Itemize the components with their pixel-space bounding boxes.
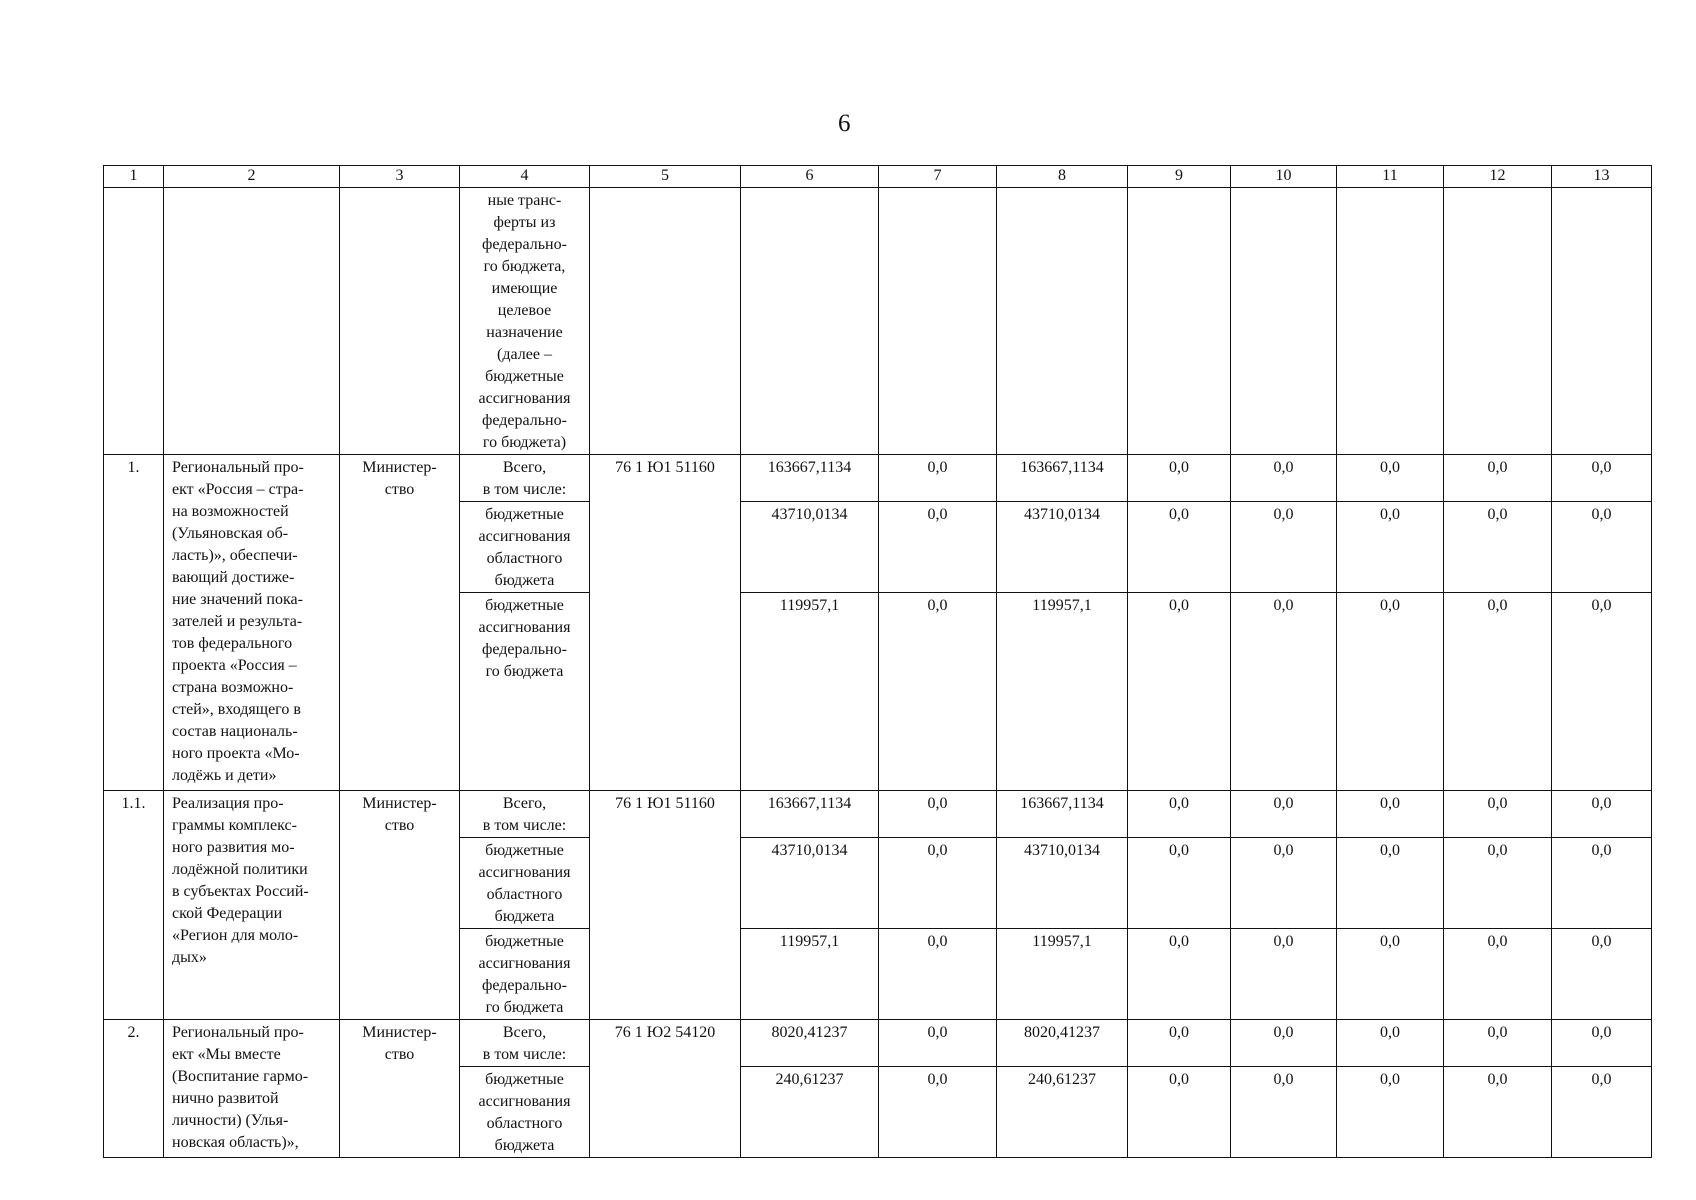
amount-cell: 43710,0134 (997, 502, 1128, 593)
amount-cell: 8020,41237 (997, 1020, 1128, 1067)
amount-cell: 163667,1134 (997, 455, 1128, 502)
column-number: 7 (879, 166, 997, 188)
funding-source-continuation: ные транс- ферты из федерально- го бюджета, имеющие целевое назначение (далее – бюджетные ассигнования федерально- го бюджета) (460, 188, 590, 455)
amount-cell: 0,0 (1231, 791, 1337, 838)
amount-cell: 0,0 (1444, 455, 1552, 502)
column-number: 4 (460, 166, 590, 188)
column-number: 10 (1231, 166, 1337, 188)
executor: Министер- ство (340, 455, 460, 791)
amount-cell: 0,0 (1444, 838, 1552, 929)
amount-cell: 0,0 (1552, 1067, 1652, 1158)
continuation-row (104, 188, 1652, 455)
amount-cell: 0,0 (1552, 455, 1652, 502)
amount-cell: 0,0 (1231, 502, 1337, 593)
amount-cell: 0,0 (1231, 1020, 1337, 1067)
amount-cell: 0,0 (1552, 1020, 1652, 1067)
amount-cell: 0,0 (1337, 502, 1444, 593)
funding-source: Всего, в том числе: (460, 455, 590, 502)
amount-cell: 0,0 (1337, 1067, 1444, 1158)
column-number: 13 (1552, 166, 1652, 188)
amount-cell: 0,0 (1128, 1067, 1231, 1158)
amount-cell: 0,0 (1552, 791, 1652, 838)
amount-cell: 0,0 (1444, 1067, 1552, 1158)
amount-cell: 0,0 (1337, 838, 1444, 929)
amount-cell: 0,0 (1231, 838, 1337, 929)
amount-cell: 0,0 (879, 929, 997, 1020)
amount-cell: 163667,1134 (997, 791, 1128, 838)
amount-cell: 0,0 (879, 502, 997, 593)
funding-source: бюджетные ассигнования федерально- го бюджета (460, 929, 590, 1020)
amount-cell: 0,0 (879, 1020, 997, 1067)
amount-cell: 0,0 (1231, 1067, 1337, 1158)
row-number: 1. (104, 455, 164, 791)
amount-cell: 163667,1134 (741, 791, 879, 838)
budget-code: 76 1 Ю1 51160 (590, 791, 741, 1020)
amount-cell: 0,0 (1337, 1020, 1444, 1067)
amount-cell: 0,0 (1337, 929, 1444, 1020)
amount-cell: 43710,0134 (741, 838, 879, 929)
column-number: 6 (741, 166, 879, 188)
amount-cell: 0,0 (1444, 929, 1552, 1020)
amount-cell: 0,0 (1231, 929, 1337, 1020)
amount-cell: 119957,1 (997, 593, 1128, 791)
budget-code: 76 1 Ю2 54120 (590, 1020, 741, 1158)
table-row (104, 455, 1652, 502)
amount-cell: 0,0 (1128, 838, 1231, 929)
amount-cell: 0,0 (1444, 1020, 1552, 1067)
table-row (104, 791, 1652, 838)
column-number: 5 (590, 166, 741, 188)
amount-cell: 0,0 (1552, 502, 1652, 593)
funding-source: бюджетные ассигнования областного бюджета (460, 502, 590, 593)
column-number: 9 (1128, 166, 1231, 188)
amount-cell: 0,0 (1337, 791, 1444, 838)
amount-cell: 0,0 (1444, 791, 1552, 838)
amount-cell: 0,0 (1128, 593, 1231, 791)
amount-cell: 0,0 (1444, 593, 1552, 791)
program-name: Региональный про- ект «Мы вместе (Воспитание гармо- нично развитой личности) (Улья- новская область)», (164, 1020, 340, 1158)
funding-source: бюджетные ассигнования федерально- го бюджета (460, 593, 590, 791)
amount-cell: 0,0 (1128, 1020, 1231, 1067)
amount-cell: 0,0 (1128, 929, 1231, 1020)
program-name: Региональный про- ект «Россия – стра- на возможностей (Ульяновская об- ласть)», обеспечи- вающий достиже- ние значений пока- зателей и результа- тов федерального проекта «Россия – страна возможно- стей», входящего в состав националь- ного проекта «Мо- лодёжь и дети» (164, 455, 340, 791)
amount-cell: 119957,1 (741, 593, 879, 791)
budget-code: 76 1 Ю1 51160 (590, 455, 741, 791)
amount-cell: 0,0 (1444, 502, 1552, 593)
amount-cell: 0,0 (1552, 838, 1652, 929)
amount-cell: 0,0 (879, 593, 997, 791)
column-numbers-row (104, 166, 1652, 188)
program-name: Реализация про- граммы комплекс- ного развития мо- лодёжной политики в субъектах Россий- ской Федерации «Регион для моло- дых» (164, 791, 340, 1020)
amount-cell: 8020,41237 (741, 1020, 879, 1067)
executor: Министер- ство (340, 1020, 460, 1158)
amount-cell: 0,0 (1552, 593, 1652, 791)
amount-cell: 163667,1134 (741, 455, 879, 502)
column-number: 2 (164, 166, 340, 188)
column-number: 11 (1337, 166, 1444, 188)
amount-cell: 0,0 (1231, 455, 1337, 502)
page-number: 6 (838, 110, 851, 137)
amount-cell: 0,0 (1337, 455, 1444, 502)
amount-cell: 119957,1 (997, 929, 1128, 1020)
funding-source: бюджетные ассигнования областного бюджета (460, 838, 590, 929)
amount-cell: 240,61237 (997, 1067, 1128, 1158)
funding-source: Всего, в том числе: (460, 1020, 590, 1067)
amount-cell: 240,61237 (741, 1067, 879, 1158)
amount-cell: 43710,0134 (997, 838, 1128, 929)
amount-cell: 43710,0134 (741, 502, 879, 593)
row-number: 1.1. (104, 791, 164, 1020)
column-number: 12 (1444, 166, 1552, 188)
amount-cell: 119957,1 (741, 929, 879, 1020)
amount-cell: 0,0 (1552, 929, 1652, 1020)
amount-cell: 0,0 (1128, 502, 1231, 593)
table-row (104, 1020, 1652, 1067)
budget-table (103, 165, 1652, 1158)
amount-cell: 0,0 (879, 1067, 997, 1158)
amount-cell: 0,0 (1128, 791, 1231, 838)
column-number: 1 (104, 166, 164, 188)
amount-cell: 0,0 (879, 455, 997, 502)
funding-source: бюджетные ассигнования областного бюджета (460, 1067, 590, 1158)
amount-cell: 0,0 (1128, 455, 1231, 502)
column-number: 3 (340, 166, 460, 188)
amount-cell: 0,0 (1337, 593, 1444, 791)
amount-cell: 0,0 (1231, 593, 1337, 791)
column-number: 8 (997, 166, 1128, 188)
amount-cell: 0,0 (879, 791, 997, 838)
funding-source: Всего, в том числе: (460, 791, 590, 838)
row-number: 2. (104, 1020, 164, 1158)
executor: Министер- ство (340, 791, 460, 1020)
amount-cell: 0,0 (879, 838, 997, 929)
